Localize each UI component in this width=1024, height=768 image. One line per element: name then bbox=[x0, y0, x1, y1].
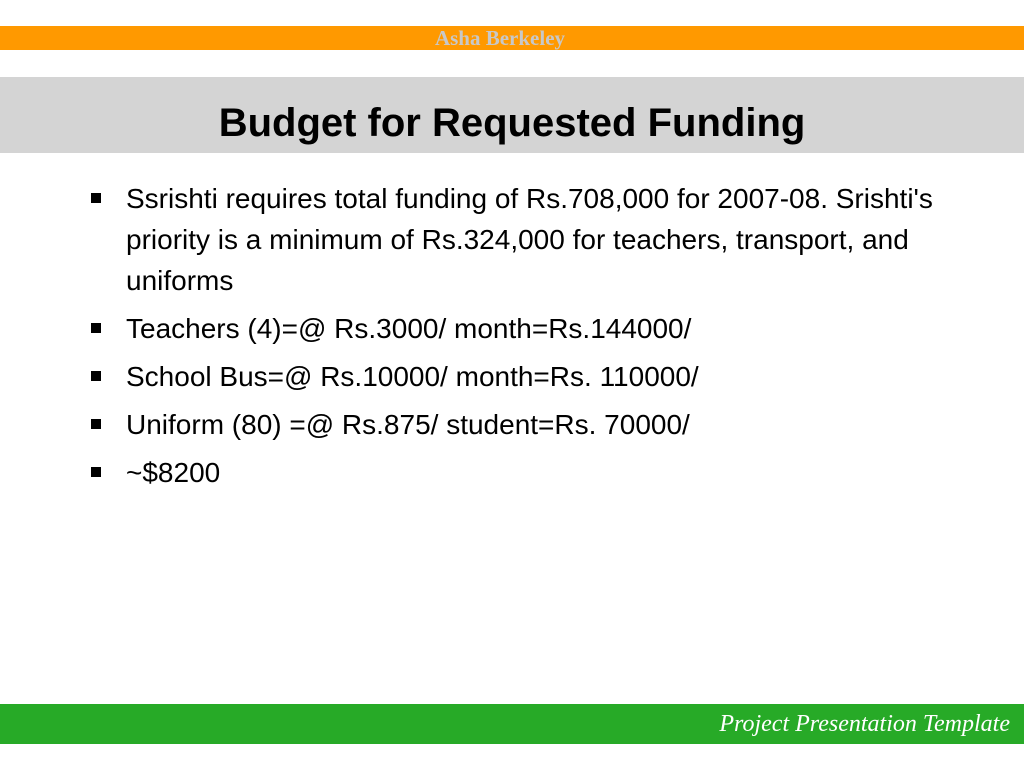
bullet-text: Ssrishti requires total funding of Rs.708,000 for 2007-08. Srishti's priority is a minimum of Rs.324,000 for teachers, transport, and uniforms bbox=[126, 183, 933, 296]
template-label: Project Presentation Template bbox=[719, 711, 1010, 737]
bullet-text: ~$8200 bbox=[126, 457, 221, 488]
bullet-list bbox=[0, 178, 1024, 500]
bullet-item bbox=[0, 356, 956, 397]
square-bullet-icon bbox=[91, 193, 101, 203]
org-name: Asha Berkeley bbox=[434, 26, 566, 50]
bullet-item bbox=[0, 308, 956, 349]
bullet-item bbox=[0, 404, 956, 445]
square-bullet-icon bbox=[91, 467, 101, 477]
square-bullet-icon bbox=[91, 323, 101, 333]
square-bullet-icon bbox=[91, 371, 101, 381]
bullet-item bbox=[0, 178, 956, 301]
bullet-item bbox=[0, 452, 956, 493]
bullet-text: Uniform (80) =@ Rs.875/ student=Rs. 70000/ bbox=[126, 409, 690, 440]
square-bullet-icon bbox=[91, 419, 101, 429]
bullet-text: School Bus=@ Rs.10000/ month=Rs. 110000/ bbox=[126, 361, 699, 392]
bullet-text: Teachers (4)=@ Rs.3000/ month=Rs.144000/ bbox=[126, 313, 692, 344]
slide-title: Budget for Requested Funding bbox=[218, 101, 806, 145]
